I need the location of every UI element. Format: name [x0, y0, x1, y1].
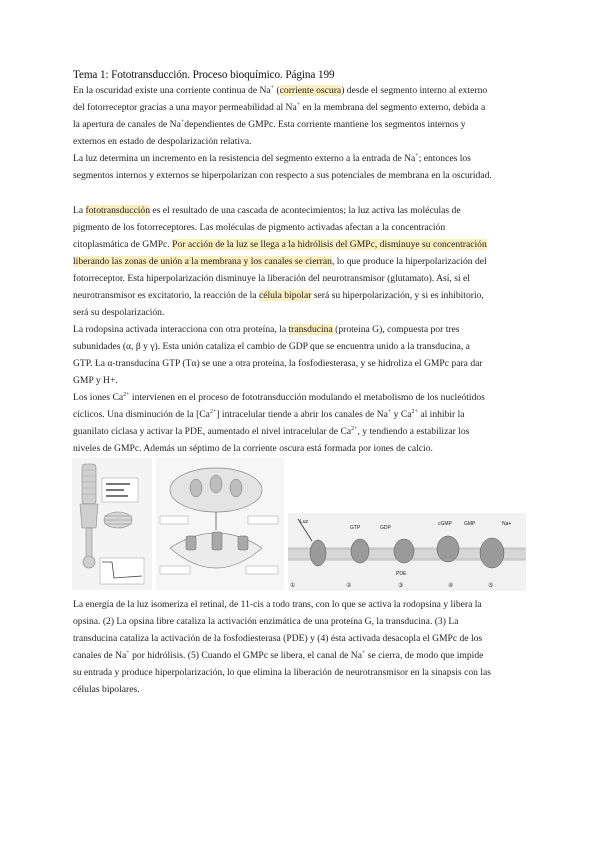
cascade-illustration: [288, 513, 526, 591]
highlight-hidrolisis: Por acción de la luz se llega a la hidrólisis del GMPc, disminuye su concentración: [172, 239, 487, 250]
highlight-corriente-oscura: corriente oscura: [279, 85, 342, 96]
highlight-canales: liberando las zonas de unión a la membrana y los canales se cierran: [73, 256, 332, 267]
cascade-step-1: ①: [290, 582, 296, 589]
paragraph-summary-steps: La energía de la luz isomeriza el retinal, de 11-cis a todo trans, con lo que se activa la rodopsina y libera la opsina. (2) La opsina libre cataliza la activación enzimática de una proteína G, la transducina. (3) La transducina cataliza la activación de la fosfodiesterasa (PDE) y (4) ésta activada desacopla el GMPc de los canales de Na+ por hidrólisis. (5) Cuando el GMPc se libera, el canal de Na+ se cierra, de modo que impide su entrada y produce hiperpolarización, lo que elimina la liberación de neurotransmisor en la sinapsis con las células bipolares.: [73, 599, 491, 695]
cascade-label-gtp: GTP: [350, 525, 361, 531]
highlight-fototransduccion: fototransducción: [85, 205, 151, 216]
page-title: Tema 1: Fototransducción. Proceso bioquímico. Página 199: [73, 69, 335, 81]
photoreceptor-illustration: [72, 458, 152, 590]
cascade-step-2: ②: [346, 582, 352, 589]
figure-cascade: [288, 513, 526, 591]
highlight-transducina: transducina: [288, 324, 333, 335]
cascade-label-gmp: GMP: [464, 521, 476, 527]
cascade-step-3: ③: [398, 582, 404, 589]
paragraph-light-resistance: La luz determina un incremento en la resistencia del segmento externo a la entrada de Na+; entonces los segmentos internos y externos se hiperpolarizan con respecto a sus potenciales de membrana en la oscuridad.: [73, 153, 492, 181]
cascade-step-4: ④: [448, 582, 454, 589]
cascade-label-cgmp: cGMP: [438, 521, 452, 527]
paragraph-dark-current: En la oscuridad existe una corriente continua de Na+ (corriente oscura) desde el segmento interno al externo del fotorreceptor gracias a una mayor permeabilidad al Na+ en la membrana del segmento externo, debida a la apertura de canales de Na+dependientes de GMPc. Esta corriente mantiene los segmentos internos y externos en estado de despolarización relativa.: [73, 85, 488, 147]
cascade-label-gdp: GDP: [380, 525, 391, 531]
paragraph-calcium: Los iones $Ca^{2+}$ intervienen en el proceso de fototransducción modulando el metabolismo de los nucleótidos cíclicos. Una disminución de la $[Ca^{2+}]$ intracelular tiende a abrir los canales de Na+ y $Ca^{2+}$ al inhibir la guanilato ciclasa y activar la PDE, aumentado el nivel intracelular de $Ca^{2+}$, y tendiendo a estabilizar los niveles de GMPc. Además un séptimo de la corriente oscura está formada por iones de calcio.: [73, 392, 485, 454]
cascade-label-pde: PDE: [396, 571, 407, 577]
figure-photoreceptor: [72, 458, 152, 590]
paragraph-phototransduction: La fototransducción es el resultado de una cascada de acontecimientos; la luz activa las moléculas de pigmento de los fotorreceptores. Las moléculas de pigmento activadas afectan a la concentración citoplasmática de GMPc. Por acción de la luz se llega a la hidrólisis del GMPc, disminuye su concentración liberando las zonas de unión a la membrana y los canales se cierran, lo que produce la hiperpolarización del fotorreceptor. Esta hiperpolarización disminuye la liberación del neurotransmisor (glutamato). Así, si el neurotransmisor es excitatorio, la reacción de la célula bipolar será su hiperpolarización, y si es inhibitorio, será su despolarización.: [73, 205, 487, 318]
cascade-label-na: Na+: [502, 521, 512, 527]
figure-disc-channels: [156, 458, 284, 590]
paragraph-rhodopsin: La rodopsina activada interacciona con otra proteína, la transducina (proteína G), compuesta por tres subunidades (α, β y γ). Esta unión cataliza el cambio de GDP que se encuentra unido a la transducina, a GTP. La α-transducina GTP (Tα) se une a otra proteína, la fosfodiesterasa, y se hidroliza el GMPc para dar GMP y H+.: [73, 324, 483, 386]
cascade-step-5: ⑤: [488, 582, 494, 589]
highlight-celula-bipolar: célula bipolar: [258, 290, 312, 301]
disc-channels-illustration: [156, 458, 284, 590]
cascade-label-light: Luz: [300, 519, 309, 525]
